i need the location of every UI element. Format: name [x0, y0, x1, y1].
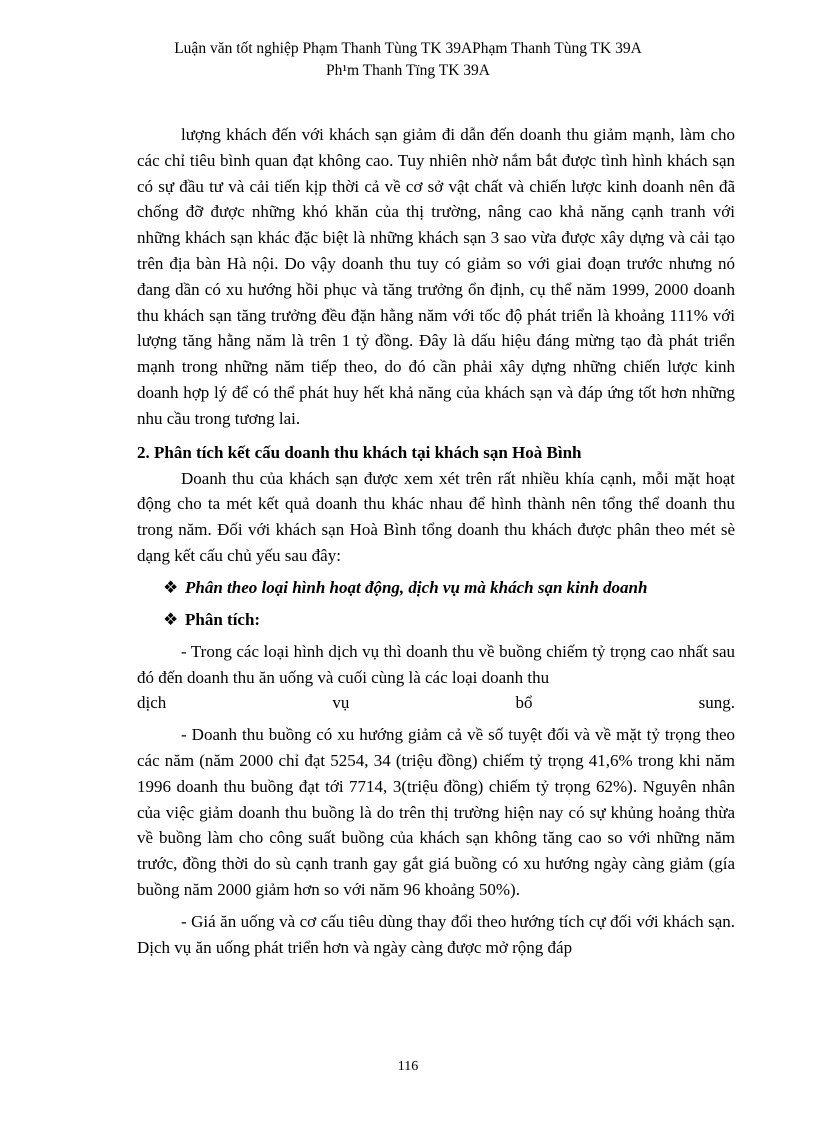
page-number: 116 — [397, 1059, 419, 1074]
paragraph-1: lượng khách đến với khách sạn giảm đi dẫn đến doanh thu giảm mạnh, làm cho các chỉ tiêu bình quan đạt không cao. Tuy nhiên nhờ nắm bắt được tình hình khách sạn có sự đầu tư và cải tiến kịp thời cả về cơ sở vật chất và chiến lược kinh doanh nên đã chống đỡ được những khó khăn của thị trường, nâng cao khả năng cạnh tranh với những khách sạn khác đặc biệt là những khách sạn 3 sao vừa được xây dựng và cải tạo trên địa bàn Hà nội. Do vậy doanh thu tuy có giảm so với giai đoạn trước nhưng nó đang dần có xu hướng hồi phục và tăng trưởng ổn định, cụ thể năm 1999, 2000 doanh thu khách sạn tăng trưởng đều đặn hằng năm với tốc độ phát triển là khoảng 111% với lượng tăng hằng năm là trên 1 tỷ đồng. Đây là dấu hiệu đáng mừng tạo đà phát triển mạnh trong những năm tiếp theo, do đó cần phải xây dựng những chiến lược kinh doanh hợp lý để có thể phát huy hết khả năng của khách sạn và đáp ứng tốt hơn những nhu cầu trong tương lai. — [137, 125, 735, 428]
paragraph-3 — [137, 639, 735, 716]
paragraph-4: - Doanh thu buồng có xu hướng giảm cả về số tuyệt đối và về mặt tỷ trọng theo các năm (năm 2000 chỉ đạt 5254, 34 (triệu đồng) chiếm tỷ trọng 41,6% trong khi năm 1996 doanh thu buồng đạt tới 7714, 3(triệu đồng) chiếm tỷ trọng 62%). Nguyên nhân của việc giảm doanh thu buồng là do trên thị trường hiện nay có sự khủng hoảng thừa về buồng làm cho công suất buồng của khách sạn không tăng cao so với những năm trước, đồng thời do sù cạnh tranh gay gắt giá buồng có xu hướng ngày càng giảm (gía buồng năm 2000 giảm hơn so với năm 96 khoảng 50%). — [137, 725, 735, 899]
paragraph-3-last-line — [137, 690, 735, 716]
section-heading: 2. Phân tích kết cấu doanh thu khách tại khách sạn Hoà Bình — [137, 442, 582, 462]
diamond-bullet-icon: ❖ — [163, 609, 179, 629]
paragraph-5: - Giá ăn uống và cơ cấu tiêu dùng thay đổi theo hướng tích cự đối với khách sạn. Dịch vụ ăn uống phát triển hơn và ngày càng được mở rộng đáp — [137, 911, 735, 957]
word: sung. — [698, 693, 735, 713]
page-body — [137, 122, 735, 960]
word: bổ — [515, 693, 533, 713]
bullet-item-2 — [163, 607, 735, 633]
diamond-bullet-icon: ❖ — [163, 577, 179, 597]
paragraph-3-text: - Trong các loại hình dịch vụ thì doanh thu về buồng chiếm tỷ trọng cao nhất sau đó đến doanh thu ăn uống và cuối cùng là các loại doanh thu — [137, 641, 735, 687]
word: dịch — [137, 693, 167, 713]
bullet-item-2-text: Phân tích: — [185, 609, 261, 629]
bullet-item-1-text: Phân theo loại hình hoạt động, dịch vụ mà khách sạn kinh doanh — [185, 577, 648, 597]
paragraph-2: Doanh thu của khách sạn được xem xét trên rất nhiều khía cạnh, mỗi mặt hoạt động cho ta mét kết quả doanh thu khác nhau để hình thành nên tổng thể doanh thu trong năm. Đối với khách sạn Hoà Bình tổng doanh thu khách được phân theo mét sè dạng kết cấu chủ yếu sau đây: — [137, 468, 735, 565]
bullet-item-1 — [163, 575, 735, 601]
header-line-1: Luận văn tốt nghiệp Phạm Thanh Tùng TK 39APhạm Thanh Tùng TK 39A — [174, 40, 642, 57]
page-header — [0, 38, 816, 82]
word: vụ — [332, 693, 350, 713]
header-line-2: Ph¹m Thanh Tïng TK 39A — [326, 62, 490, 79]
